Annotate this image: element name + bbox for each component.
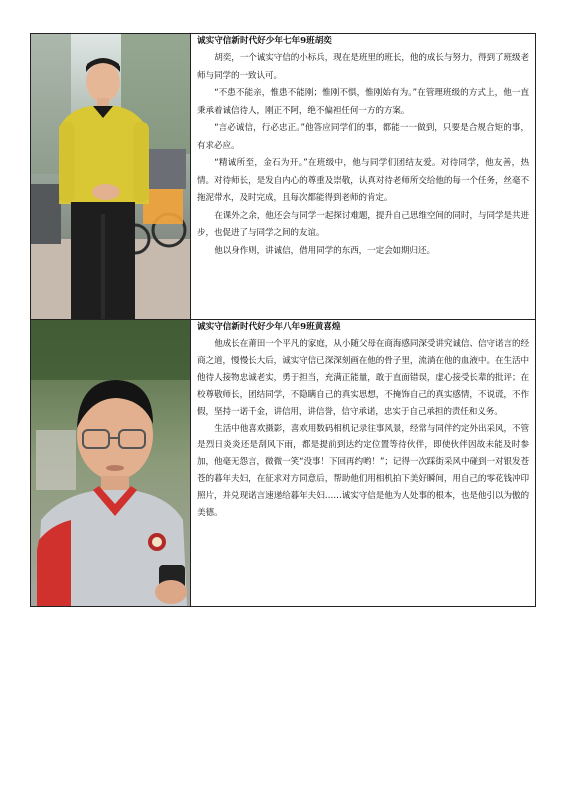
paragraph: 生活中他喜欢摄影，喜欢用数码相机记录往事风景，经常与同伴约定外出采风，不管是烈日炎炎还是刮风下雨，都是提前到达约定位置等待伙伴，即使伙伴因故未能及时参加，他毫无怨言，微微一笑“没事！下回再约哟！”；记得一次踩街采风中碰到一对银发苍苍的暮年夫妇，在征求对方同意后，帮助他们用相机拍下美好瞬间，用自己的零花钱冲印照片，并兑现诺言速递给暮年夫妇……诚实守信是他为人处事的根本，也是他引以为傲的美德。 bbox=[197, 423, 529, 519]
text-cell bbox=[191, 320, 535, 606]
paragraph: “精诚所至，金石为开。”在班级中，他与同学们团结友爱。对待同学，他友善，热情。对待师长，是发自内心的尊重及崇敬，认真对待老师所交给他的每一个任务，丝毫不拖泥带水，及时完成，且每次都能得到老师的肯定。 bbox=[197, 158, 529, 203]
student-photo-yellow-sweater bbox=[31, 34, 190, 319]
profile-row bbox=[31, 34, 535, 320]
paragraph: 胡奕，一个诚实守信的小标兵，现在是班里的班长，他的成长与努力，得到了班级老师与同学的一致认可。 bbox=[197, 53, 529, 81]
photo-cell bbox=[31, 320, 191, 606]
paragraph: 他以身作则，讲诚信，借用同学的东西，一定会如期归还。 bbox=[214, 245, 436, 256]
paragraph: “不患不能亲，惟患不能刚；惟刚不惧，惟刚始有为。”在管理班级的方式上，他一直秉承着诚信待人，刚正不阿，绝不偏袒任何一方的方案。 bbox=[197, 88, 529, 116]
paragraph: “言必诚信，行必忠正。”他答应同学们的事，都能一一做到，只要是合规合矩的事，有求必应。 bbox=[197, 123, 529, 151]
profile-table bbox=[30, 33, 536, 607]
entry-title: 诚实守信新时代好少年七年9班胡奕 bbox=[197, 36, 332, 46]
paragraph: 他成长在莆田一个平凡的家庭，从小随父母在商海感同深受讲究诚信、信守诺言的经商之道，慢慢长大后，诚实守信已深深刻画在他的骨子里，流淌在他的血液中。在生活中他待人接物忠诚老实，勇于担当，充满正能量，敢于直面错误，虚心接受长辈的批评；在校尊敬师长，团结同学，不隐瞒自己的真实思想，不掩饰自己的真实感情，不说谎，不作假，坚持一诺千金，讲信用，讲信誉，信守承诺，忠实于自己承担的责任和义务。 bbox=[197, 339, 529, 417]
text-cell bbox=[191, 34, 535, 319]
profile-row bbox=[31, 320, 535, 606]
student-photo-glasses bbox=[31, 320, 190, 606]
photo-cell bbox=[31, 34, 191, 319]
paragraph: 在课外之余，他还会与同学一起探讨难题，提升自己思维空间的同时，与同学是共进步，也促进了与同学之间的友谊。 bbox=[197, 210, 529, 238]
entry-title: 诚实守信新时代好少年八年9班黄喜煌 bbox=[197, 322, 341, 332]
